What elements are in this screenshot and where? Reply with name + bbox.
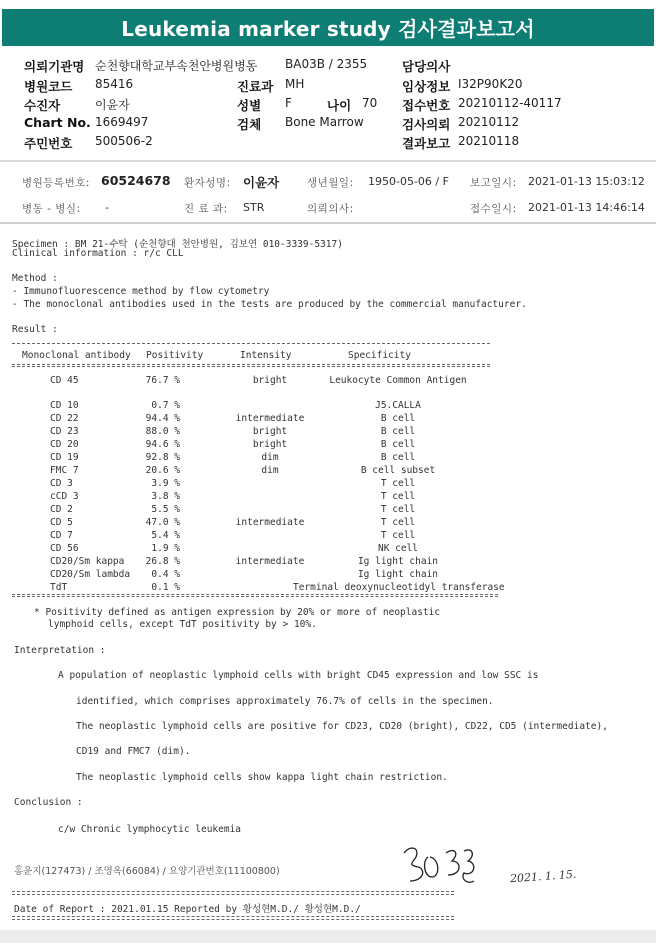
- result-specificity-cell: B cell: [380, 452, 416, 463]
- specimen-line: Specimen : BM 21-수탁 (순천향대 천안병원, 김보연 010-3339-5317): [12, 239, 343, 250]
- result-specificity-cell: B cell: [380, 439, 416, 450]
- reg-no-value: 60524678: [101, 173, 171, 188]
- specimen-label: 검체: [237, 117, 262, 132]
- result-specificity-cell: Ig light chain: [357, 556, 439, 567]
- col-header-antibody: Monoclonal antibody: [22, 350, 131, 361]
- result-antibody-cell: CD 3: [50, 478, 73, 489]
- interpretation-line-2: identified, which comprises approximately 76.7% of cells in the specimen.: [76, 696, 494, 707]
- result-specificity-cell: B cell: [380, 413, 416, 424]
- result-positivity-cell: 94.6 %: [145, 439, 180, 450]
- signers-line: 홍윤지(127473) / 조영옥(66084) / 요양기관번호(11100800): [14, 866, 280, 877]
- result-positivity-cell: 5.4 %: [151, 530, 180, 541]
- result-specificity-cell: Leukocyte Common Antigen: [329, 375, 467, 386]
- method-heading: Method :: [12, 273, 58, 284]
- page-bottom-band: [0, 930, 656, 943]
- header-divider: [0, 160, 656, 162]
- result-antibody-cell: CD 20: [50, 439, 79, 450]
- report-date-label: 결과보고: [402, 136, 451, 151]
- result-antibody-cell: CD 7: [50, 530, 73, 541]
- footer-bottom-rule-2: [12, 919, 454, 920]
- col-header-positivity: Positivity: [146, 350, 204, 361]
- result-intensity-cell: dim: [261, 452, 279, 463]
- result-specificity-cell: NK cell: [377, 543, 419, 554]
- dob-value: 1950-05-06 / F: [368, 175, 449, 188]
- result-specificity-cell: J5.CALLA: [375, 400, 421, 411]
- resident-no-value: 500506-2: [95, 134, 153, 148]
- report-date-value: 20210118: [458, 134, 520, 148]
- result-specificity-cell: Ig light chain: [357, 569, 439, 580]
- hospital-code-value: 85416: [95, 77, 134, 91]
- result-specificity-cell: B cell: [380, 426, 416, 437]
- result-specificity-cell: T cell: [380, 491, 416, 502]
- physician-label: 의뢰의사:: [307, 203, 354, 215]
- result-antibody-cell: CD 45: [50, 375, 79, 386]
- receipt-no-label: 접수번호: [402, 98, 451, 113]
- requester-label: 의뢰기관명: [24, 59, 85, 74]
- footer-top-rule-1: [12, 891, 454, 892]
- col-header-intensity: Intensity: [240, 350, 292, 361]
- interpretation-line-5: The neoplastic lymphoid cells show kappa light chain restriction.: [76, 772, 448, 783]
- ward-room-value: BA03B / 2355: [285, 57, 368, 71]
- result-antibody-cell: CD 22: [50, 413, 79, 424]
- method-line-1: - Immunofluorescence method by flow cytometry: [12, 286, 270, 297]
- interpretation-line-1: A population of neoplastic lymphoid cells with bright CD45 expression and low SSC is: [58, 670, 539, 681]
- result-intensity-cell: dim: [261, 465, 279, 476]
- conclusion-heading: Conclusion :: [14, 797, 83, 808]
- interpretation-line-4: CD19 and FMC7 (dim).: [76, 746, 191, 757]
- result-positivity-cell: 88.0 %: [145, 426, 180, 437]
- result-positivity-cell: 47.0 %: [145, 517, 180, 528]
- col-header-specificity: Specificity: [348, 350, 411, 361]
- result-antibody-cell: CD 19: [50, 452, 79, 463]
- hospital-code-label: 병원코드: [24, 79, 73, 94]
- result-intensity-cell: intermediate: [235, 556, 305, 567]
- info-divider: [0, 222, 656, 224]
- result-antibody-cell: CD 5: [50, 517, 73, 528]
- conclusion-line-1: c/w Chronic lymphocytic leukemia: [58, 824, 242, 835]
- age-value: 70: [362, 96, 378, 110]
- receipt-no-value: 20210112-40117: [458, 96, 562, 110]
- result-antibody-cell: TdT: [50, 582, 68, 593]
- result-specificity-cell: T cell: [380, 478, 416, 489]
- ward-value: -: [105, 201, 109, 214]
- result-positivity-cell: 3.9 %: [151, 478, 180, 489]
- result-specificity-cell: B cell subset: [360, 465, 436, 476]
- result-antibody-cell: FMC 7: [50, 465, 79, 476]
- doctor-label: 담당의사: [402, 59, 451, 74]
- info-dept-value: STR: [243, 201, 265, 214]
- report-time-value: 2021-01-13 15:03:12: [528, 175, 645, 188]
- request-date-label: 검사의뢰: [402, 117, 451, 132]
- reg-no-label: 병원등록번호:: [22, 177, 90, 189]
- table-top-rule: [12, 343, 490, 344]
- sex-label: 성별: [237, 98, 262, 113]
- method-line-2: - The monoclonal antibodies used in the tests are produced by the commercial manufacturer.: [12, 299, 527, 310]
- result-positivity-cell: 76.7 %: [145, 375, 180, 386]
- handwritten-signature: [398, 843, 484, 889]
- result-specificity-cell: T cell: [380, 530, 416, 541]
- clinical-info-value: I32P90K20: [458, 77, 523, 91]
- clinical-info-line: Clinical information : r/c CLL: [12, 248, 184, 259]
- footnote-line-2: lymphoid cells, except TdT positivity by > 10%.: [48, 619, 317, 630]
- result-antibody-cell: CD20/Sm kappa: [50, 556, 125, 567]
- result-positivity-cell: 0.7 %: [151, 400, 180, 411]
- result-positivity-cell: 26.8 %: [145, 556, 180, 567]
- handwritten-date: 2021. 1. 15.: [509, 867, 577, 886]
- result-intensity-cell: intermediate: [235, 517, 305, 528]
- result-specificity-cell: Terminal deoxynucleotidyl transferase: [293, 582, 505, 593]
- result-positivity-cell: 92.8 %: [145, 452, 180, 463]
- receipt-time-label: 접수일시:: [470, 203, 517, 215]
- result-antibody-cell: CD 56: [50, 543, 79, 554]
- report-time-label: 보고일시:: [470, 177, 517, 189]
- result-antibody-cell: CD 10: [50, 400, 79, 411]
- result-intensity-cell: bright: [252, 426, 288, 437]
- chart-no-label: Chart No.: [24, 115, 91, 130]
- resident-no-label: 주민번호: [24, 136, 73, 151]
- chart-no-value: 1669497: [95, 115, 149, 129]
- result-positivity-cell: 1.9 %: [151, 543, 180, 554]
- dept-value: MH: [285, 77, 305, 91]
- ward-label: 병동 - 병실:: [22, 203, 81, 215]
- result-heading: Result :: [12, 324, 58, 335]
- result-intensity-cell: intermediate: [235, 413, 305, 424]
- result-antibody-cell: CD20/Sm lambda: [50, 569, 131, 580]
- result-antibody-cell: CD 2: [50, 504, 73, 515]
- result-specificity-cell: T cell: [380, 517, 416, 528]
- footer-bottom-rule-1: [12, 916, 454, 917]
- name-value: 이윤자: [243, 175, 280, 190]
- age-label: 나이: [327, 98, 352, 113]
- table-header-rule: [12, 364, 490, 367]
- result-positivity-cell: 0.4 %: [151, 569, 180, 580]
- sex-value: F: [285, 96, 292, 110]
- result-intensity-cell: bright: [252, 439, 288, 450]
- result-specificity-cell: T cell: [380, 504, 416, 515]
- requester-value: 순천향대학교부속천안병원병동: [95, 59, 258, 73]
- result-antibody-cell: cCD 3: [50, 491, 79, 502]
- patient-value: 이윤자: [95, 98, 130, 112]
- specimen-value: Bone Marrow: [285, 115, 364, 129]
- patient-label: 수진자: [24, 98, 61, 113]
- result-positivity-cell: 3.8 %: [151, 491, 180, 502]
- info-dept-label: 진 료 과:: [184, 203, 228, 215]
- result-positivity-cell: 5.5 %: [151, 504, 180, 515]
- result-positivity-cell: 94.4 %: [145, 413, 180, 424]
- result-antibody-cell: CD 23: [50, 426, 79, 437]
- footnote-line-1: * Positivity defined as antigen expression by 20% or more of neoplastic: [34, 607, 441, 618]
- receipt-time-value: 2021-01-13 14:46:14: [528, 201, 645, 214]
- interpretation-line-3: The neoplastic lymphoid cells are positive for CD23, CD20 (bright), CD22, CD5 (intermediate),: [76, 721, 608, 732]
- result-intensity-cell: bright: [252, 375, 288, 386]
- dob-label: 생년월일:: [307, 177, 354, 189]
- dept-label: 진료과: [237, 79, 274, 94]
- result-positivity-cell: 20.6 %: [145, 465, 180, 476]
- footer-top-rule-2: [12, 894, 454, 895]
- request-date-value: 20210112: [458, 115, 520, 129]
- date-of-report-line: Date of Report : 2021.01.15 Reported by 황성현M.D./ 황성현M.D./: [14, 904, 361, 915]
- clinical-info-label: 임상정보: [402, 79, 451, 94]
- report-title: Leukemia marker study 검사결과보고서: [2, 9, 654, 46]
- result-positivity-cell: 0.1 %: [151, 582, 180, 593]
- name-label: 환자성명:: [184, 177, 231, 189]
- interpretation-heading: Interpretation :: [14, 645, 106, 656]
- table-bottom-rule: [12, 594, 498, 597]
